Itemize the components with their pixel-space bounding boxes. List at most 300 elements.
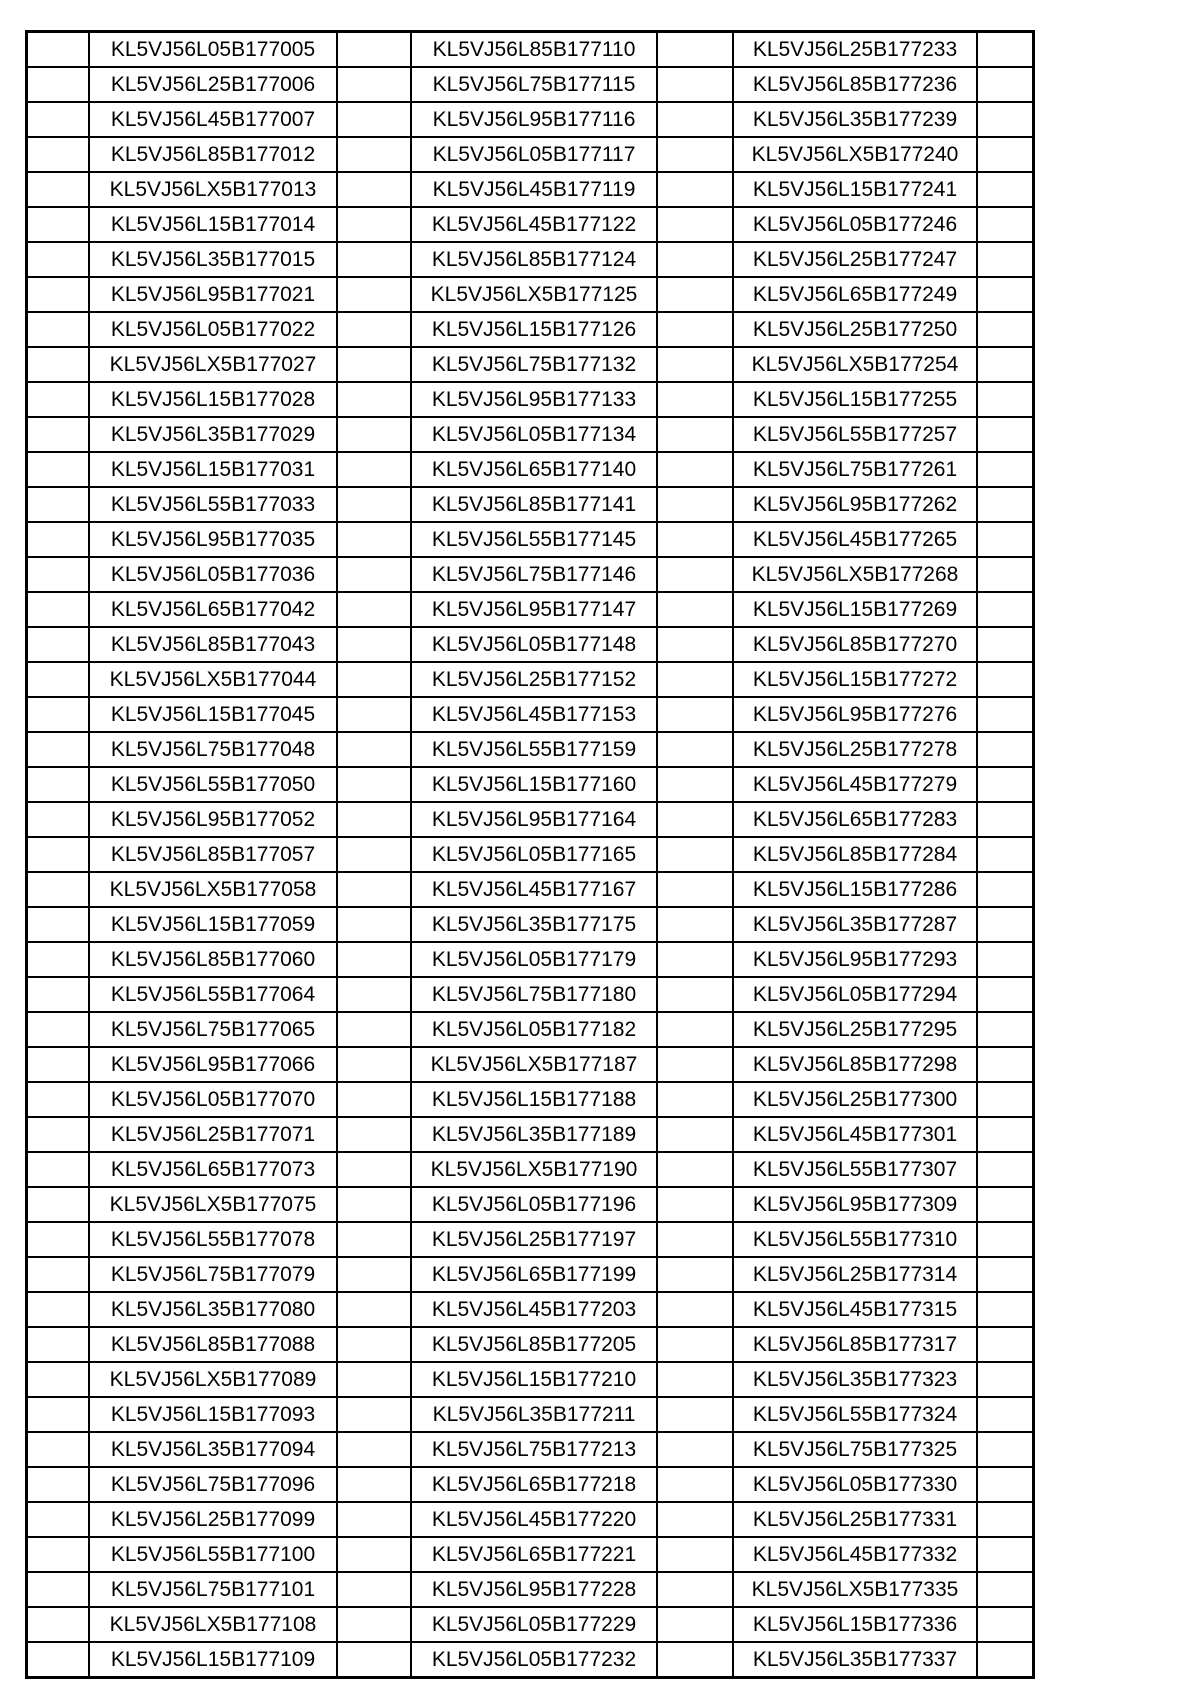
table-row xyxy=(27,697,1034,732)
spacer-cell xyxy=(337,837,411,872)
vin-cell: KL5VJ56L85B177141 xyxy=(411,487,657,522)
table-row xyxy=(27,67,1034,102)
vin-cell: KL5VJ56L25B177152 xyxy=(411,662,657,697)
vin-cell: KL5VJ56L45B177301 xyxy=(733,1117,977,1152)
spacer-cell xyxy=(657,837,733,872)
spacer-cell xyxy=(27,522,90,557)
vin-cell: KL5VJ56L95B177066 xyxy=(89,1047,337,1082)
table-row xyxy=(27,277,1034,312)
spacer-cell xyxy=(657,697,733,732)
vin-cell: KL5VJ56L35B177239 xyxy=(733,102,977,137)
vin-cell: KL5VJ56L15B177241 xyxy=(733,172,977,207)
spacer-cell xyxy=(337,1187,411,1222)
vin-cell: KL5VJ56L05B177022 xyxy=(89,312,337,347)
vin-cell: KL5VJ56L75B177048 xyxy=(89,732,337,767)
spacer-cell xyxy=(337,767,411,802)
vin-cell: KL5VJ56L05B177229 xyxy=(411,1607,657,1642)
spacer-cell xyxy=(657,1642,733,1678)
spacer-cell xyxy=(27,417,90,452)
vin-cell: KL5VJ56L55B177033 xyxy=(89,487,337,522)
vin-cell: KL5VJ56L45B177220 xyxy=(411,1502,657,1537)
vin-cell: KL5VJ56L35B177015 xyxy=(89,242,337,277)
spacer-cell xyxy=(657,1362,733,1397)
spacer-cell xyxy=(977,1432,1034,1467)
vin-cell: KL5VJ56L15B177031 xyxy=(89,452,337,487)
spacer-cell xyxy=(337,1292,411,1327)
table-row xyxy=(27,907,1034,942)
vin-cell: KL5VJ56L55B177324 xyxy=(733,1397,977,1432)
spacer-cell xyxy=(337,872,411,907)
spacer-cell xyxy=(337,1397,411,1432)
spacer-cell xyxy=(977,662,1034,697)
vin-cell: KL5VJ56L15B177188 xyxy=(411,1082,657,1117)
vin-cell: KL5VJ56L95B177164 xyxy=(411,802,657,837)
table-row xyxy=(27,1432,1034,1467)
spacer-cell xyxy=(657,1222,733,1257)
spacer-cell xyxy=(337,242,411,277)
spacer-cell xyxy=(337,67,411,102)
vin-cell: KL5VJ56L45B177332 xyxy=(733,1537,977,1572)
spacer-cell xyxy=(977,1047,1034,1082)
vin-cell: KL5VJ56L85B177012 xyxy=(89,137,337,172)
vin-cell: KL5VJ56L15B177014 xyxy=(89,207,337,242)
vin-cell: KL5VJ56L55B177307 xyxy=(733,1152,977,1187)
vin-cell: KL5VJ56L45B177007 xyxy=(89,102,337,137)
spacer-cell xyxy=(977,837,1034,872)
spacer-cell xyxy=(657,522,733,557)
vin-cell: KL5VJ56LX5B177075 xyxy=(89,1187,337,1222)
spacer-cell xyxy=(977,592,1034,627)
table-row xyxy=(27,347,1034,382)
vin-cell: KL5VJ56LX5B177108 xyxy=(89,1607,337,1642)
spacer-cell xyxy=(27,1117,90,1152)
vin-cell: KL5VJ56L75B177115 xyxy=(411,67,657,102)
vin-cell: KL5VJ56L15B177272 xyxy=(733,662,977,697)
spacer-cell xyxy=(657,487,733,522)
spacer-cell xyxy=(977,242,1034,277)
spacer-cell xyxy=(27,1537,90,1572)
vin-cell: KL5VJ56L45B177122 xyxy=(411,207,657,242)
spacer-cell xyxy=(657,1257,733,1292)
spacer-cell xyxy=(27,907,90,942)
table-row xyxy=(27,522,1034,557)
spacer-cell xyxy=(27,1642,90,1678)
spacer-cell xyxy=(657,977,733,1012)
vin-cell: KL5VJ56LX5B177187 xyxy=(411,1047,657,1082)
spacer-cell xyxy=(977,1292,1034,1327)
spacer-cell xyxy=(27,802,90,837)
spacer-cell xyxy=(337,102,411,137)
vin-cell: KL5VJ56L15B177126 xyxy=(411,312,657,347)
spacer-cell xyxy=(337,1572,411,1607)
vin-cell: KL5VJ56L95B177293 xyxy=(733,942,977,977)
vin-cell: KL5VJ56L45B177279 xyxy=(733,767,977,802)
spacer-cell xyxy=(27,277,90,312)
vin-cell: KL5VJ56L15B177109 xyxy=(89,1642,337,1678)
vin-cell: KL5VJ56L85B177043 xyxy=(89,627,337,662)
vin-cell: KL5VJ56L05B177134 xyxy=(411,417,657,452)
vin-cell: KL5VJ56L85B177060 xyxy=(89,942,337,977)
vin-cell: KL5VJ56L25B177071 xyxy=(89,1117,337,1152)
vin-cell: KL5VJ56L85B177284 xyxy=(733,837,977,872)
spacer-cell xyxy=(27,1012,90,1047)
spacer-cell xyxy=(977,382,1034,417)
table-row xyxy=(27,1152,1034,1187)
vin-cell: KL5VJ56L05B177165 xyxy=(411,837,657,872)
spacer-cell xyxy=(337,1082,411,1117)
spacer-cell xyxy=(27,1432,90,1467)
vin-cell: KL5VJ56L25B177099 xyxy=(89,1502,337,1537)
vin-cell: KL5VJ56L35B177189 xyxy=(411,1117,657,1152)
spacer-cell xyxy=(657,242,733,277)
table-row xyxy=(27,1607,1034,1642)
spacer-cell xyxy=(337,662,411,697)
vin-cell: KL5VJ56L15B177336 xyxy=(733,1607,977,1642)
vin-cell: KL5VJ56L65B177140 xyxy=(411,452,657,487)
vin-cell: KL5VJ56L05B177196 xyxy=(411,1187,657,1222)
spacer-cell xyxy=(977,942,1034,977)
spacer-cell xyxy=(657,1607,733,1642)
table-row xyxy=(27,1572,1034,1607)
table-row xyxy=(27,1012,1034,1047)
spacer-cell xyxy=(657,942,733,977)
spacer-cell xyxy=(657,1152,733,1187)
vin-cell: KL5VJ56L55B177159 xyxy=(411,732,657,767)
vin-cell: KL5VJ56L75B177180 xyxy=(411,977,657,1012)
spacer-cell xyxy=(27,557,90,592)
spacer-cell xyxy=(27,172,90,207)
spacer-cell xyxy=(977,277,1034,312)
table-row xyxy=(27,942,1034,977)
vin-cell: KL5VJ56L85B177124 xyxy=(411,242,657,277)
spacer-cell xyxy=(27,312,90,347)
vin-cell: KL5VJ56L95B177309 xyxy=(733,1187,977,1222)
table-row xyxy=(27,1047,1034,1082)
spacer-cell xyxy=(977,1537,1034,1572)
spacer-cell xyxy=(27,1187,90,1222)
spacer-cell xyxy=(337,1607,411,1642)
table-row xyxy=(27,837,1034,872)
vin-cell: KL5VJ56L95B177021 xyxy=(89,277,337,312)
vin-cell: KL5VJ56L25B177314 xyxy=(733,1257,977,1292)
vin-cell: KL5VJ56L05B177246 xyxy=(733,207,977,242)
spacer-cell xyxy=(657,592,733,627)
vin-cell: KL5VJ56LX5B177190 xyxy=(411,1152,657,1187)
spacer-cell xyxy=(27,1572,90,1607)
spacer-cell xyxy=(337,907,411,942)
vin-cell: KL5VJ56L05B177070 xyxy=(89,1082,337,1117)
spacer-cell xyxy=(657,417,733,452)
table-row xyxy=(27,137,1034,172)
spacer-cell xyxy=(27,1502,90,1537)
vin-cell: KL5VJ56L55B177064 xyxy=(89,977,337,1012)
vin-cell: KL5VJ56L35B177175 xyxy=(411,907,657,942)
table-row xyxy=(27,382,1034,417)
spacer-cell xyxy=(337,802,411,837)
spacer-cell xyxy=(27,1047,90,1082)
table-row xyxy=(27,1537,1034,1572)
spacer-cell xyxy=(27,732,90,767)
spacer-cell xyxy=(977,67,1034,102)
vin-cell: KL5VJ56L45B177153 xyxy=(411,697,657,732)
spacer-cell xyxy=(977,137,1034,172)
spacer-cell xyxy=(977,452,1034,487)
vin-cell: KL5VJ56L05B177117 xyxy=(411,137,657,172)
vin-cell: KL5VJ56L65B177199 xyxy=(411,1257,657,1292)
vin-cell: KL5VJ56L05B177232 xyxy=(411,1642,657,1678)
spacer-cell xyxy=(337,1537,411,1572)
spacer-cell xyxy=(977,487,1034,522)
table-row xyxy=(27,207,1034,242)
vin-cell: KL5VJ56L75B177132 xyxy=(411,347,657,382)
spacer-cell xyxy=(977,907,1034,942)
spacer-cell xyxy=(657,277,733,312)
spacer-cell xyxy=(27,242,90,277)
vin-cell: KL5VJ56L15B177093 xyxy=(89,1397,337,1432)
table-row xyxy=(27,977,1034,1012)
spacer-cell xyxy=(27,977,90,1012)
vin-cell: KL5VJ56L25B177233 xyxy=(733,32,977,68)
table-row xyxy=(27,1397,1034,1432)
spacer-cell xyxy=(977,1502,1034,1537)
spacer-cell xyxy=(27,1292,90,1327)
spacer-cell xyxy=(977,1152,1034,1187)
vin-cell: KL5VJ56L85B177057 xyxy=(89,837,337,872)
spacer-cell xyxy=(977,732,1034,767)
spacer-cell xyxy=(337,592,411,627)
spacer-cell xyxy=(977,1187,1034,1222)
vin-cell: KL5VJ56L85B177298 xyxy=(733,1047,977,1082)
vin-cell: KL5VJ56L95B177276 xyxy=(733,697,977,732)
spacer-cell xyxy=(657,1572,733,1607)
spacer-cell xyxy=(337,522,411,557)
vin-cell: KL5VJ56L75B177325 xyxy=(733,1432,977,1467)
spacer-cell xyxy=(977,1327,1034,1362)
vin-cell: KL5VJ56L25B177197 xyxy=(411,1222,657,1257)
table-row xyxy=(27,1502,1034,1537)
spacer-cell xyxy=(977,347,1034,382)
vin-cell: KL5VJ56L65B177073 xyxy=(89,1152,337,1187)
vin-cell: KL5VJ56L15B177045 xyxy=(89,697,337,732)
spacer-cell xyxy=(977,1572,1034,1607)
table-row xyxy=(27,662,1034,697)
vin-cell: KL5VJ56L55B177257 xyxy=(733,417,977,452)
table-row xyxy=(27,732,1034,767)
spacer-cell xyxy=(977,872,1034,907)
vin-cell: KL5VJ56L05B177294 xyxy=(733,977,977,1012)
spacer-cell xyxy=(27,1082,90,1117)
spacer-cell xyxy=(27,347,90,382)
vin-cell: KL5VJ56L85B177236 xyxy=(733,67,977,102)
spacer-cell xyxy=(27,592,90,627)
table-row xyxy=(27,1082,1034,1117)
vin-cell: KL5VJ56L05B177036 xyxy=(89,557,337,592)
vin-cell: KL5VJ56L25B177250 xyxy=(733,312,977,347)
spacer-cell xyxy=(657,557,733,592)
spacer-cell xyxy=(27,32,90,68)
vin-cell: KL5VJ56L35B177287 xyxy=(733,907,977,942)
spacer-cell xyxy=(977,1082,1034,1117)
spacer-cell xyxy=(977,1257,1034,1292)
vin-cell: KL5VJ56L95B177133 xyxy=(411,382,657,417)
table-row xyxy=(27,417,1034,452)
table-row xyxy=(27,487,1034,522)
spacer-cell xyxy=(977,1642,1034,1678)
vin-cell: KL5VJ56L55B177050 xyxy=(89,767,337,802)
vin-table xyxy=(25,30,1035,1679)
spacer-cell xyxy=(337,1432,411,1467)
vin-cell: KL5VJ56L45B177203 xyxy=(411,1292,657,1327)
spacer-cell xyxy=(337,942,411,977)
table-row xyxy=(27,767,1034,802)
vin-cell: KL5VJ56L05B177330 xyxy=(733,1467,977,1502)
vin-cell: KL5VJ56L65B177249 xyxy=(733,277,977,312)
spacer-cell xyxy=(337,487,411,522)
table-row xyxy=(27,802,1034,837)
vin-cell: KL5VJ56L05B177005 xyxy=(89,32,337,68)
vin-cell: KL5VJ56L15B177269 xyxy=(733,592,977,627)
spacer-cell xyxy=(657,1467,733,1502)
vin-cell: KL5VJ56L35B177080 xyxy=(89,1292,337,1327)
spacer-cell xyxy=(337,1467,411,1502)
spacer-cell xyxy=(337,312,411,347)
vin-cell: KL5VJ56L75B177079 xyxy=(89,1257,337,1292)
vin-cell: KL5VJ56L95B177116 xyxy=(411,102,657,137)
spacer-cell xyxy=(27,1362,90,1397)
spacer-cell xyxy=(977,172,1034,207)
vin-cell: KL5VJ56L75B177096 xyxy=(89,1467,337,1502)
vin-cell: KL5VJ56L95B177147 xyxy=(411,592,657,627)
vin-cell: KL5VJ56L35B177029 xyxy=(89,417,337,452)
table-row xyxy=(27,1327,1034,1362)
spacer-cell xyxy=(27,1607,90,1642)
vin-cell: KL5VJ56LX5B177058 xyxy=(89,872,337,907)
spacer-cell xyxy=(337,732,411,767)
spacer-cell xyxy=(337,1222,411,1257)
spacer-cell xyxy=(27,137,90,172)
spacer-cell xyxy=(27,942,90,977)
table-row xyxy=(27,102,1034,137)
table-row xyxy=(27,1257,1034,1292)
vin-cell: KL5VJ56L55B177310 xyxy=(733,1222,977,1257)
table-row xyxy=(27,312,1034,347)
spacer-cell xyxy=(657,1327,733,1362)
spacer-cell xyxy=(657,137,733,172)
vin-cell: KL5VJ56LX5B177027 xyxy=(89,347,337,382)
vin-cell: KL5VJ56L85B177317 xyxy=(733,1327,977,1362)
spacer-cell xyxy=(657,767,733,802)
spacer-cell xyxy=(977,1397,1034,1432)
spacer-cell xyxy=(337,1152,411,1187)
spacer-cell xyxy=(977,1362,1034,1397)
table-row xyxy=(27,1117,1034,1152)
vin-cell: KL5VJ56LX5B177044 xyxy=(89,662,337,697)
spacer-cell xyxy=(657,382,733,417)
vin-cell: KL5VJ56L95B177262 xyxy=(733,487,977,522)
vin-cell: KL5VJ56L95B177052 xyxy=(89,802,337,837)
table-row xyxy=(27,1642,1034,1678)
spacer-cell xyxy=(977,417,1034,452)
spacer-cell xyxy=(657,1537,733,1572)
spacer-cell xyxy=(977,522,1034,557)
spacer-cell xyxy=(657,1432,733,1467)
spacer-cell xyxy=(337,1047,411,1082)
spacer-cell xyxy=(657,662,733,697)
spacer-cell xyxy=(977,1222,1034,1257)
vin-cell: KL5VJ56L05B177182 xyxy=(411,1012,657,1047)
spacer-cell xyxy=(27,207,90,242)
vin-cell: KL5VJ56L75B177213 xyxy=(411,1432,657,1467)
table-row xyxy=(27,1467,1034,1502)
spacer-cell xyxy=(977,977,1034,1012)
vin-cell: KL5VJ56LX5B177125 xyxy=(411,277,657,312)
spacer-cell xyxy=(657,452,733,487)
spacer-cell xyxy=(27,1327,90,1362)
vin-cell: KL5VJ56L25B177300 xyxy=(733,1082,977,1117)
spacer-cell xyxy=(337,557,411,592)
vin-cell: KL5VJ56L15B177059 xyxy=(89,907,337,942)
vin-cell: KL5VJ56L55B177078 xyxy=(89,1222,337,1257)
vin-cell: KL5VJ56L25B177295 xyxy=(733,1012,977,1047)
spacer-cell xyxy=(337,1362,411,1397)
spacer-cell xyxy=(27,1257,90,1292)
spacer-cell xyxy=(27,382,90,417)
spacer-cell xyxy=(27,872,90,907)
spacer-cell xyxy=(337,137,411,172)
vin-cell: KL5VJ56LX5B177240 xyxy=(733,137,977,172)
vin-cell: KL5VJ56L25B177278 xyxy=(733,732,977,767)
spacer-cell xyxy=(977,32,1034,68)
spacer-cell xyxy=(337,977,411,1012)
spacer-cell xyxy=(27,1152,90,1187)
vin-cell: KL5VJ56L35B177323 xyxy=(733,1362,977,1397)
spacer-cell xyxy=(27,1467,90,1502)
spacer-cell xyxy=(337,452,411,487)
spacer-cell xyxy=(337,1257,411,1292)
table-row xyxy=(27,872,1034,907)
table-row xyxy=(27,557,1034,592)
spacer-cell xyxy=(657,1292,733,1327)
spacer-cell xyxy=(657,347,733,382)
spacer-cell xyxy=(977,557,1034,592)
spacer-cell xyxy=(27,1222,90,1257)
spacer-cell xyxy=(337,382,411,417)
spacer-cell xyxy=(27,627,90,662)
vin-cell: KL5VJ56L85B177088 xyxy=(89,1327,337,1362)
spacer-cell xyxy=(337,172,411,207)
vin-cell: KL5VJ56L05B177148 xyxy=(411,627,657,662)
vin-cell: KL5VJ56L45B177167 xyxy=(411,872,657,907)
spacer-cell xyxy=(977,767,1034,802)
spacer-cell xyxy=(657,102,733,137)
vin-cell: KL5VJ56L75B177101 xyxy=(89,1572,337,1607)
spacer-cell xyxy=(657,1187,733,1222)
vin-cell: KL5VJ56L25B177006 xyxy=(89,67,337,102)
spacer-cell xyxy=(657,1082,733,1117)
spacer-cell xyxy=(657,627,733,662)
vin-cell: KL5VJ56L15B177028 xyxy=(89,382,337,417)
spacer-cell xyxy=(657,312,733,347)
spacer-cell xyxy=(337,1327,411,1362)
spacer-cell xyxy=(337,1117,411,1152)
vin-cell: KL5VJ56L15B177286 xyxy=(733,872,977,907)
vin-cell: KL5VJ56L75B177261 xyxy=(733,452,977,487)
spacer-cell xyxy=(337,417,411,452)
spacer-cell xyxy=(657,732,733,767)
spacer-cell xyxy=(27,452,90,487)
vin-cell: KL5VJ56L35B177094 xyxy=(89,1432,337,1467)
vin-cell: KL5VJ56L75B177065 xyxy=(89,1012,337,1047)
